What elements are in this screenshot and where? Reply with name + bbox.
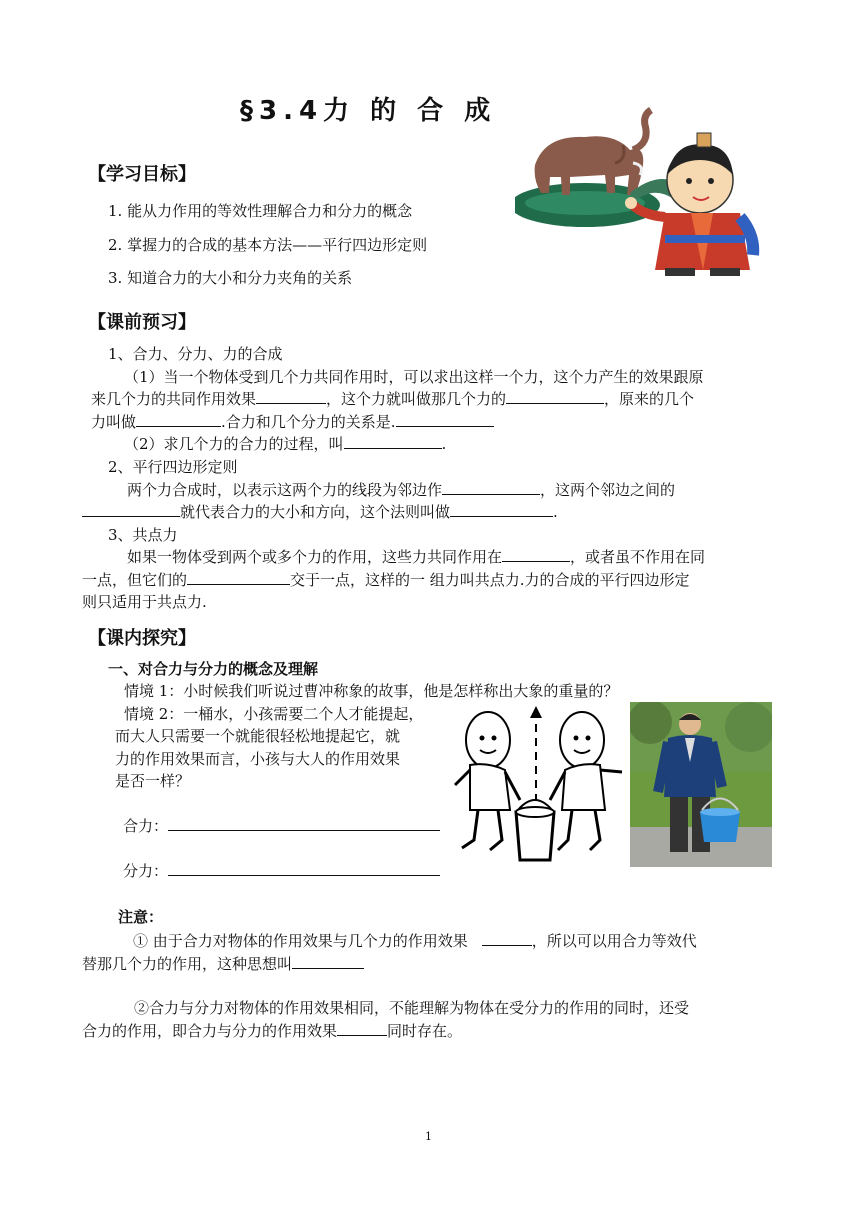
note-text: ，所以可以用合力等效代 — [531, 932, 697, 950]
note-text: ① 由于合力对物体的作用效果与几个力的作用效果 — [133, 932, 468, 950]
preview-text: . — [553, 503, 558, 521]
fill-blank[interactable] — [396, 411, 494, 427]
fill-blank[interactable] — [442, 479, 540, 495]
preview-text-line — [82, 501, 558, 523]
fill-blank[interactable] — [82, 501, 180, 517]
note-2-line — [82, 1020, 462, 1042]
preview-heading: 2、平行四边形定则 — [108, 458, 238, 476]
preview-text-line — [91, 411, 494, 433]
preview-heading: 3、共点力 — [108, 526, 178, 544]
preview-text: 则只适用于共点力. — [82, 593, 207, 611]
preview-text: ，或者虽不作用在同 — [570, 548, 706, 566]
section-heading-goals: 【学习目标】 — [88, 164, 196, 185]
scenario-1-text: 情境 1：小时候我们听说过曹冲称象的故事，他是怎样称出大象的重量的？ — [124, 682, 619, 700]
explore-heading: 一、对合力与分力的概念及理解 — [108, 660, 319, 678]
kids-carrying-bucket-illustration — [450, 700, 630, 870]
preview-text: ，原来的几个 — [604, 390, 695, 408]
fill-blank[interactable] — [506, 388, 604, 404]
page-title: §3.4力 的 合 成 — [240, 96, 497, 126]
component-force-line — [123, 860, 440, 882]
preview-heading: 1、合力、分力、力的合成 — [108, 345, 283, 363]
preview-text-line — [127, 546, 705, 568]
note-1-line — [133, 930, 697, 952]
note-heading: 注意： — [118, 908, 164, 926]
preview-text: 力叫做 — [91, 413, 137, 431]
page-number: 1 — [425, 1130, 432, 1143]
note-1-line — [82, 953, 364, 975]
fill-blank[interactable] — [168, 860, 440, 876]
note-text: 替那几个力的作用，这种思想叫 — [82, 955, 293, 973]
goal-item: 2. 掌握力的合成的基本方法——平行四边形定则 — [108, 236, 428, 254]
fill-blank[interactable] — [337, 1020, 387, 1036]
preview-text: ，这两个邻边之间的 — [540, 481, 676, 499]
preview-text-line — [127, 479, 675, 501]
fill-blank[interactable] — [482, 930, 532, 946]
preview-text: （2）求几个力的合力的过程，叫 — [124, 435, 344, 453]
resultant-force-line — [123, 815, 440, 837]
component-force-label: 分力： — [123, 862, 169, 880]
fill-blank[interactable] — [187, 569, 290, 585]
preview-text-line — [82, 569, 690, 591]
fill-blank[interactable] — [450, 501, 553, 517]
preview-text: 就代表合力的大小和方向，这个法则叫做 — [180, 503, 451, 521]
preview-text-line — [91, 388, 694, 410]
preview-text: （1）当一个物体受到几个力共同作用时，可以求出这样一个力，这个力产生的效果跟原 — [124, 368, 704, 386]
fill-blank[interactable] — [344, 433, 442, 449]
fill-blank[interactable] — [256, 388, 326, 404]
preview-text: 两个力合成时，以表示这两个力的线段为邻边作 — [127, 481, 443, 499]
scenario-2-text: 而大人只需要一个就能很轻松地提起它，就 — [115, 727, 401, 745]
adult-holding-bucket-photo — [630, 702, 772, 867]
goal-item: 1. 能从力作用的等效性理解合力和分力的概念 — [108, 202, 413, 220]
preview-text: 来几个力的共同作用效果 — [91, 390, 257, 408]
fill-blank[interactable] — [292, 953, 364, 969]
preview-text: 一点，但它们的 — [82, 571, 188, 589]
section-heading-explore: 【课内探究】 — [88, 628, 196, 649]
scenario-2-text: 力的作用效果而言，小孩与大人的作用效果 — [115, 750, 401, 768]
resultant-force-label: 合力： — [123, 817, 169, 835]
note-2-text: ②合力与分力对物体的作用效果相同，不能理解为物体在受分力的作用的同时，还受 — [134, 999, 690, 1017]
note-text: 合力的作用，即合力与分力的作用效果 — [82, 1022, 338, 1040]
preview-text: ，这个力就叫做那几个力的 — [326, 390, 507, 408]
scenario-2-text: 情境 2：一桶水，小孩需要二个人才能提起， — [124, 705, 424, 723]
goal-item: 3. 知道合力的大小和分力夹角的关系 — [108, 269, 353, 287]
preview-text: .合力和几个分力的关系是. — [221, 413, 396, 431]
note-text: 同时存在。 — [387, 1022, 463, 1040]
preview-text: 交于一点，这样的一 组力叫共点力.力的合成的平行四边形定 — [290, 571, 690, 589]
fill-blank[interactable] — [168, 815, 440, 831]
preview-text: . — [441, 435, 447, 453]
preview-text-line — [124, 433, 446, 455]
fill-blank[interactable] — [502, 546, 570, 562]
section-heading-preview: 【课前预习】 — [88, 312, 196, 333]
cao-chong-elephant-illustration — [515, 105, 760, 280]
preview-text: 如果一物体受到两个或多个力的作用，这些力共同作用在 — [127, 548, 503, 566]
scenario-2-text: 是否一样？ — [115, 772, 191, 790]
fill-blank[interactable] — [136, 411, 221, 427]
